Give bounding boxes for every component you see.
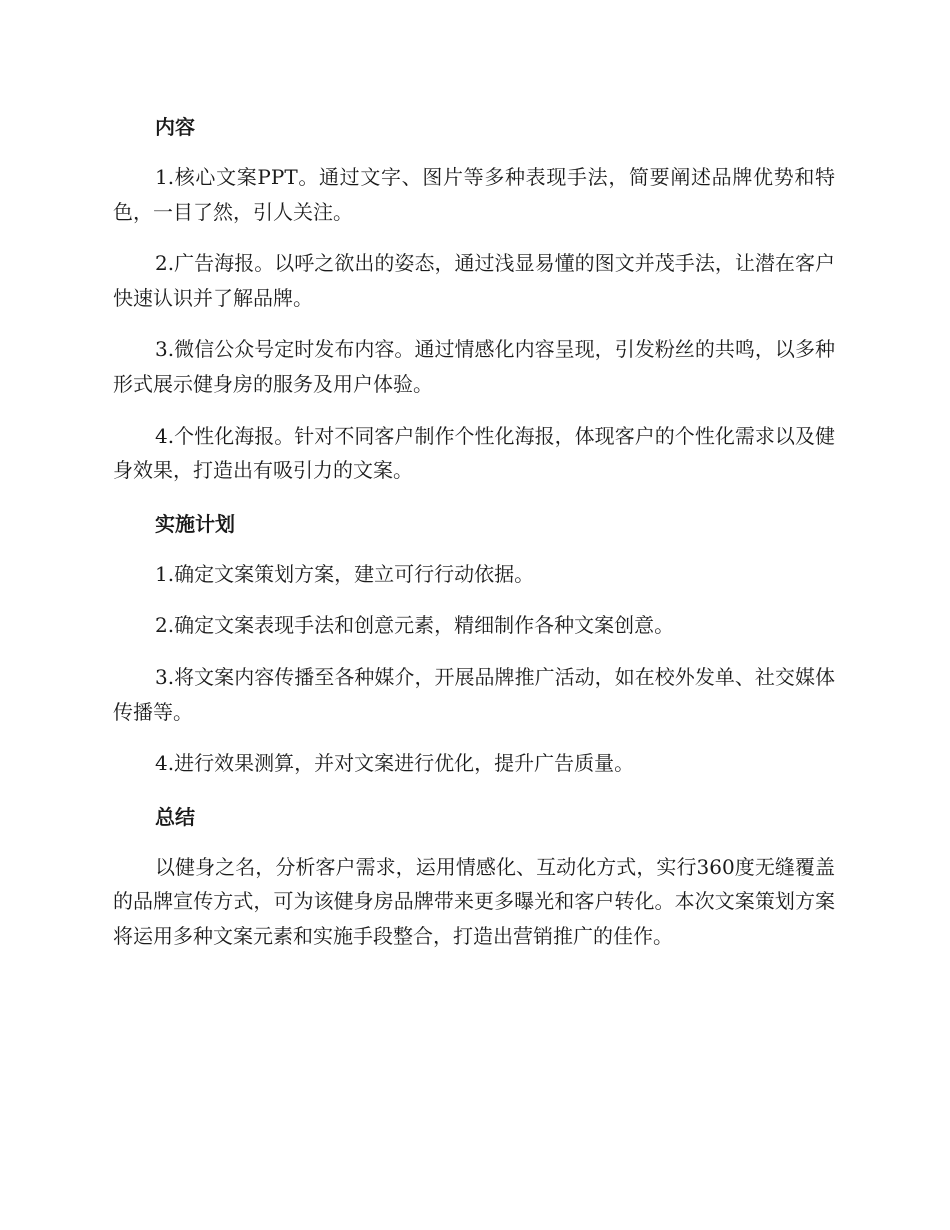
paragraph: 1.确定文案策划方案，建立可行行动依据。 xyxy=(155,561,535,586)
paragraph: 4.进行效果测算，并对文案进行优化，提升广告质量。 xyxy=(155,751,635,776)
paragraph: 以健身之名，分析客户需求，运用情感化、互动化方式，实行360度无缝覆盖的品牌宣传方式，可为该健身房品牌带来更多曝光和客户转化。本次文案策划方案将运用多种文案元素和实施手段整合，打造出营销推广的佳作。 xyxy=(113,854,835,948)
paragraph: 3.将文案内容传播至各种媒介，开展品牌推广活动，如在校外发单、社交媒体传播等。 xyxy=(113,664,835,724)
paragraph: 4.个性化海报。针对不同客户制作个性化海报，体现客户的个性化需求以及健身效果，打造出有吸引力的文案。 xyxy=(113,423,835,483)
section-heading-summary: 总结 xyxy=(155,804,195,829)
paragraph: 1.核心文案PPT。通过文字、图片等多种表现手法，简要阐述品牌优势和特色，一目了然，引人关注。 xyxy=(113,165,835,224)
section-heading-content: 内容 xyxy=(155,115,195,139)
document-page xyxy=(113,108,835,954)
paragraph: 3.微信公众号定时发布内容。通过情感化内容呈现，引发粉丝的共鸣，以多种形式展示健身房的服务及用户体验。 xyxy=(113,337,835,396)
paragraph: 2.确定文案表现手法和创意元素，精细制作各种文案创意。 xyxy=(155,613,675,638)
section-heading-plan: 实施计划 xyxy=(155,511,235,536)
paragraph: 2.广告海报。以呼之欲出的姿态，通过浅显易懂的图文并茂手法，让潜在客户快速认识并了解品牌。 xyxy=(113,251,835,310)
